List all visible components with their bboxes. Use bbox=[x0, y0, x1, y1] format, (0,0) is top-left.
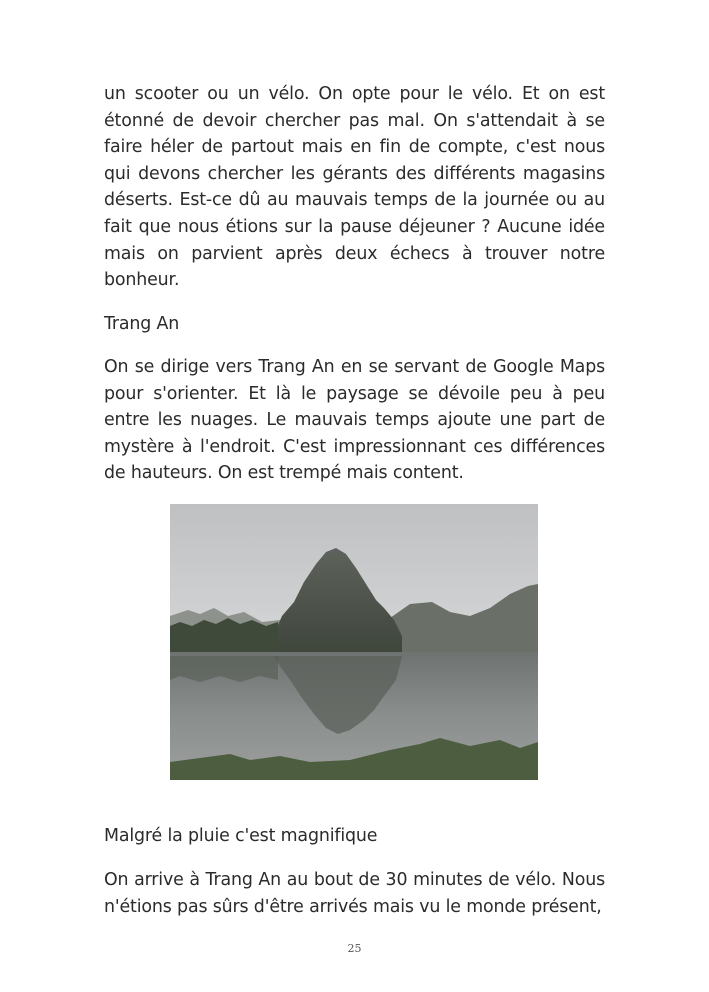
photo-caption: Malgré la pluie c'est magnifique bbox=[104, 826, 378, 846]
photo-karst-lake bbox=[170, 504, 538, 780]
paragraph-google-maps: On se dirige vers Trang An en se servant de Google Maps pour s'orienter. Et là le paysage se dévoile peu à peu entre les nuages. Le mauvais temps ajoute une part de mystère à l'endroit. C'est impressionnant ces différences de hauteurs. On est trempé mais content. bbox=[104, 357, 605, 484]
paragraph-scooter-velo: un scooter ou un vélo. On opte pour le vélo. Et on est étonné de devoir chercher pas mal. On s'attendait à se faire héler de partout mais en fin de compte, c'est nous qui devons chercher les gérants des différents magasins déserts. Est-ce dû au mauvais temps de la journée ou au fait que nous étions sur la pause déjeuner ? Aucune idée mais on parvient après deux échecs à trouver notre bonheur. bbox=[104, 84, 605, 291]
section-heading-trang-an: Trang An bbox=[104, 314, 180, 334]
page-number: 25 bbox=[347, 942, 362, 955]
paragraph-arrivee-trang-an: On arrive à Trang An au bout de 30 minutes de vélo. Nous n'étions pas sûrs d'être arrivés mais vu le monde présent, bbox=[104, 870, 605, 917]
